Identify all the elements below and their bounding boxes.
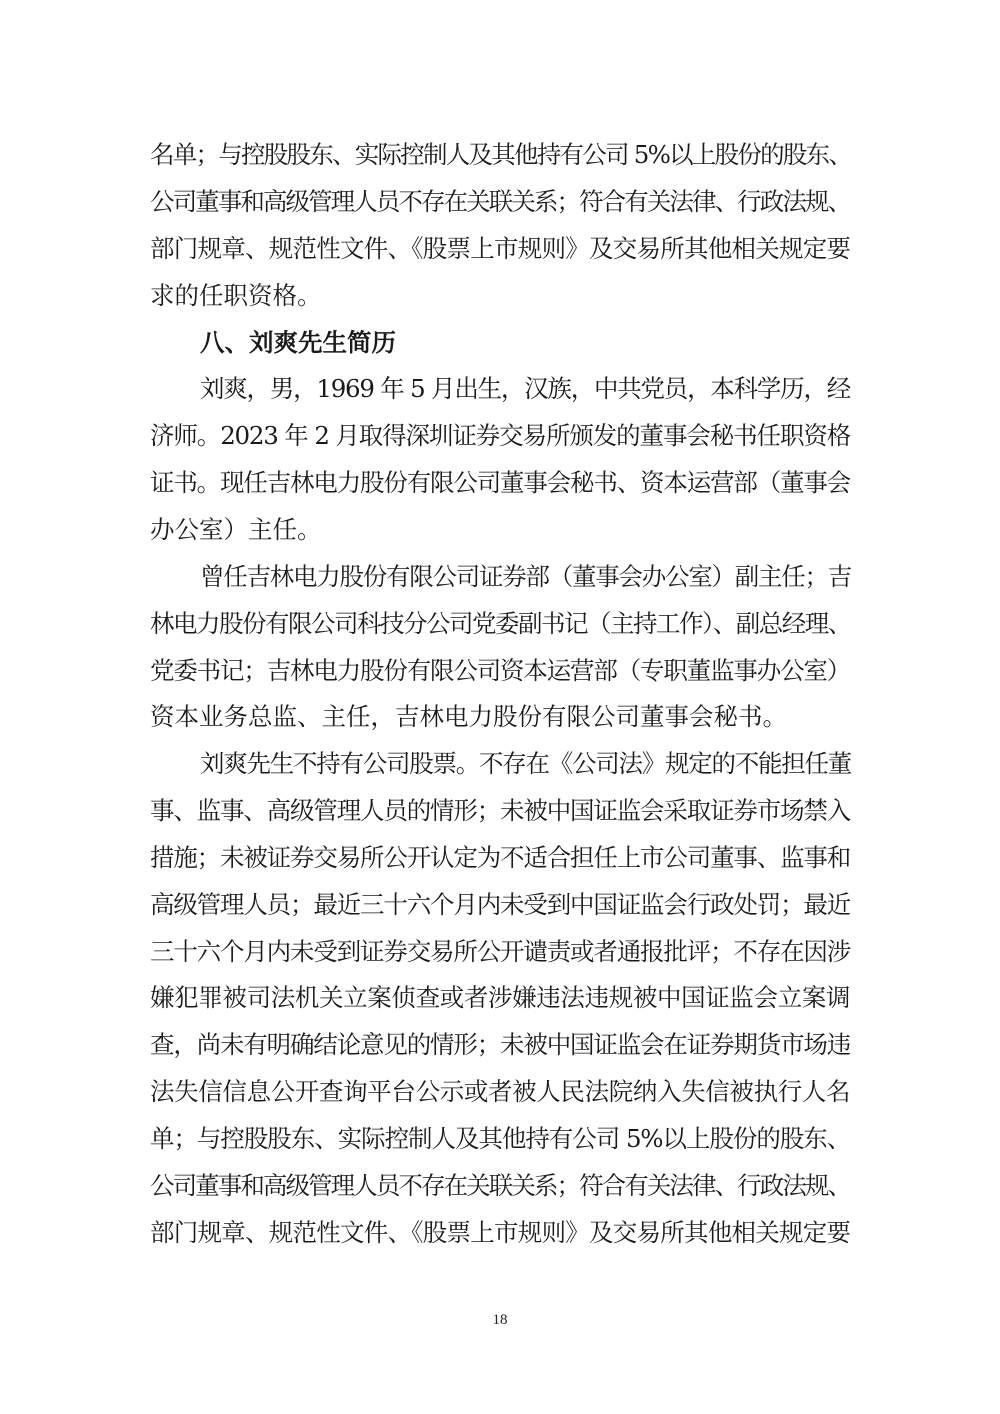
- text-line: 党委书记；吉林电力股份有限公司资本运营部（专职董监事办公室）: [150, 656, 850, 685]
- text-line: 部门规章、规范性文件、《股票上市规则》及交易所其他相关规定要: [150, 234, 851, 263]
- text-line: 办公室）主任。: [150, 515, 322, 544]
- section-heading: 八、刘爽先生简历: [200, 328, 396, 357]
- text-line: 名单；与控股股东、实际控制人及其他持有公司 5%以上股份的股东、: [150, 140, 852, 169]
- text-line: 求的任职资格。: [150, 281, 322, 310]
- text-line: 刘爽，男，1969 年 5 月出生，汉族，中共党员，本科学历，经: [200, 374, 850, 403]
- text-line: 三十六个月内未受到证券交易所公开谴责或者通报批评；不存在因涉: [150, 937, 850, 966]
- text-line: 法失信信息公开查询平台公示或者被人民法院纳入失信被执行人名: [150, 1077, 850, 1106]
- text-line: 济师。2023 年 2 月取得深圳证券交易所颁发的董事会秘书任职资格: [150, 421, 850, 450]
- text-line: 事、监事、高级管理人员的情形；未被中国证监会采取证券市场禁入: [150, 796, 850, 825]
- text-line: 资本业务总监、主任，吉林电力股份有限公司董事会秘书。: [150, 702, 787, 731]
- text-line: 证书。现任吉林电力股份有限公司董事会秘书、资本运营部（董事会: [150, 468, 850, 497]
- text-line: 高级管理人员；最近三十六个月内未受到中国证监会行政处罚；最近: [150, 890, 850, 919]
- text-line: 刘爽先生不持有公司股票。不存在《公司法》规定的不能担任董: [200, 749, 851, 778]
- text-line: 查，尚未有明确结论意见的情形；未被中国证监会在证券期货市场违: [150, 1030, 850, 1059]
- text-line: 措施；未被证券交易所公开认定为不适合担任上市公司董事、监事和: [150, 843, 850, 872]
- text-line: 部门规章、规范性文件、《股票上市规则》及交易所其他相关规定要: [150, 1218, 851, 1247]
- text-line: 公司董事和高级管理人员不存在关联关系；符合有关法律、行政法规、: [150, 187, 850, 216]
- page-number: 18: [492, 1312, 508, 1328]
- text-line: 林电力股份有限公司科技分公司党委副书记（主持工作）、副总经理、: [150, 609, 851, 638]
- text-line: 嫌犯罪被司法机关立案侦查或者涉嫌违法违规被中国证监会立案调: [150, 983, 850, 1012]
- text-line: 公司董事和高级管理人员不存在关联关系；符合有关法律、行政法规、: [150, 1171, 850, 1200]
- text-line: 曾任吉林电力股份有限公司证券部（董事会办公室）副主任；吉: [200, 562, 851, 591]
- text-line: 单；与控股股东、实际控制人及其他持有公司 5%以上股份的股东、: [150, 1124, 850, 1153]
